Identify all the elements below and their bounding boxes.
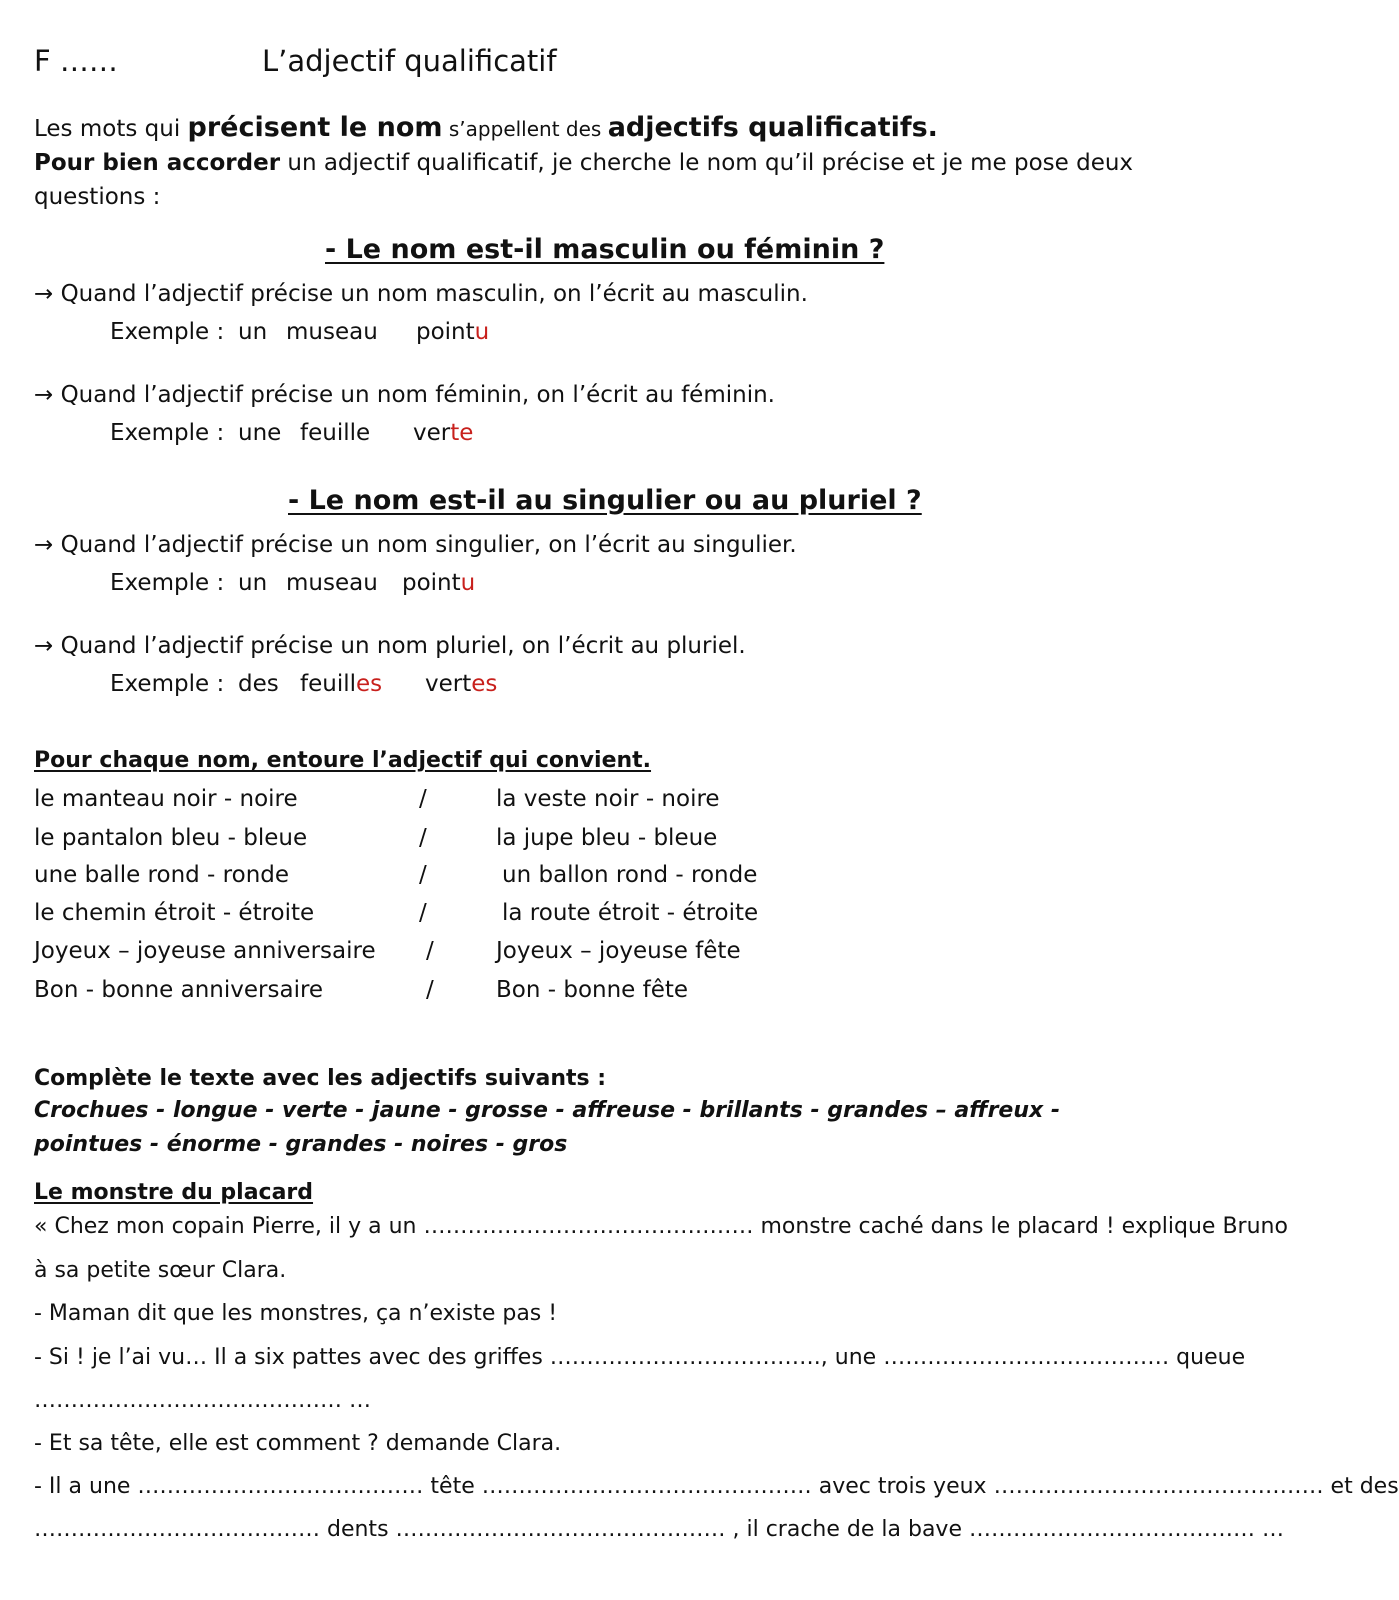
agreement-ending: es: [471, 671, 498, 697]
example-determiner: des: [238, 671, 279, 697]
exercise1-row-6-separator: /: [426, 977, 434, 1003]
agreement-ending: es: [356, 671, 383, 697]
example-noun: feuilles: [300, 671, 383, 697]
story-line-7[interactable]: - Il a une ………………………………… tête ……………………………………… avec trois yeux ……………………………………… et des: [34, 1474, 1399, 1499]
worksheet-tag: F ……: [34, 44, 118, 78]
exercise1-row-4-separator: /: [419, 900, 427, 926]
exercise1-row-2-separator: /: [419, 825, 427, 851]
story-line-4[interactable]: - Si ! je l’ai vu… Il a six pattes avec des griffes ………………………………., une ………………………………… queue: [34, 1345, 1246, 1370]
section-heading-gender: - Le nom est-il masculin ou féminin ?: [325, 234, 885, 265]
word-bank-line-1: Crochues - longue - verte - jaune - grosse - affreuse - brillants - grandes – affreux -: [34, 1098, 1060, 1123]
exercise1-row-6-right[interactable]: Bon - bonne fête: [496, 977, 689, 1003]
exercise1-row-1-separator: /: [419, 786, 427, 812]
exercise1-row-6-left[interactable]: Bon - bonne anniversaire: [34, 977, 324, 1003]
exercise1-row-5-left[interactable]: Joyeux – joyeuse anniversaire: [34, 938, 376, 964]
example-label: Exemple :: [110, 420, 225, 446]
story-line-1[interactable]: « Chez mon copain Pierre, il y a un ……………………………………… monstre caché dans le placard ! explique Bruno: [34, 1214, 1288, 1239]
rule-singular: → Quand l’adjectif précise un nom singulier, on l’écrit au singulier.: [34, 532, 797, 558]
intro-line-3: questions :: [34, 184, 161, 210]
exercise1-instruction: Pour chaque nom, entoure l’adjectif qui convient.: [34, 748, 652, 773]
story-line-8[interactable]: ………………………………… dents ……………………………………… , il crache de la bave ………………………………… …: [34, 1517, 1284, 1542]
agreement-ending: u: [474, 319, 490, 345]
story-title: Le monstre du placard: [34, 1180, 314, 1205]
word-bank-line-2: pointues - énorme - grandes - noires - gros: [34, 1132, 568, 1157]
example-adjective: pointu: [416, 319, 490, 345]
example-adjective: vertes: [425, 671, 498, 697]
exercise1-row-4-right[interactable]: la route étroit - étroite: [502, 900, 759, 926]
example-label: Exemple :: [110, 671, 225, 697]
exercise1-row-3-right[interactable]: un ballon rond - ronde: [502, 862, 758, 888]
story-line-6: - Et sa tête, elle est comment ? demande Clara.: [34, 1431, 562, 1456]
exercise1-row-1-right[interactable]: la veste noir - noire: [496, 786, 720, 812]
example-adjective: pointu: [402, 570, 476, 596]
intro-emphasis: précisent le nom: [187, 112, 443, 143]
exercise1-row-4-left[interactable]: le chemin étroit - étroite: [34, 900, 315, 926]
exercise1-row-2-left[interactable]: le pantalon bleu - bleue: [34, 825, 308, 851]
rule-plural: → Quand l’adjectif précise un nom pluriel, on l’écrit au pluriel.: [34, 633, 746, 659]
intro-text: s’appellent des: [442, 117, 608, 141]
intro-line-2: [34, 150, 1133, 176]
exercise1-row-1-left[interactable]: le manteau noir - noire: [34, 786, 298, 812]
example-masculine: [0, 319, 700, 349]
example-adjective: verte: [413, 420, 474, 446]
example-plural: [0, 671, 700, 701]
agreement-ending: u: [460, 570, 476, 596]
exercise1-row-3-left[interactable]: une balle rond - ronde: [34, 862, 290, 888]
intro-text: un adjectif qualificatif, je cherche le nom qu’il précise et je me pose deux: [280, 150, 1134, 176]
rule-masculine: → Quand l’adjectif précise un nom masculin, on l’écrit au masculin.: [34, 281, 808, 307]
example-determiner: une: [238, 420, 282, 446]
page-title: L’adjectif qualificatif: [262, 44, 557, 78]
story-line-3: - Maman dit que les monstres, ça n’existe pas !: [34, 1301, 558, 1326]
exercise1-row-2-right[interactable]: la jupe bleu - bleue: [496, 825, 718, 851]
story-line-2: à sa petite sœur Clara.: [34, 1258, 287, 1283]
example-singular: [0, 570, 700, 600]
example-label: Exemple :: [110, 570, 225, 596]
example-noun: museau: [286, 570, 378, 596]
exercise2-instruction: Complète le texte avec les adjectifs suivants :: [34, 1066, 607, 1091]
rule-feminine: → Quand l’adjectif précise un nom féminin, on l’écrit au féminin.: [34, 382, 775, 408]
example-feminine: [0, 420, 700, 450]
example-noun: museau: [286, 319, 378, 345]
example-noun: feuille: [300, 420, 371, 446]
example-label: Exemple :: [110, 319, 225, 345]
exercise1-row-5-separator: /: [426, 938, 434, 964]
intro-text: Les mots qui: [34, 116, 188, 142]
intro-emphasis: adjectifs qualificatifs.: [607, 112, 938, 143]
intro-line-1: [34, 112, 938, 143]
section-heading-number: - Le nom est-il au singulier ou au pluriel ?: [288, 485, 922, 516]
story-line-5[interactable]: …………………………………… …: [34, 1388, 371, 1413]
example-determiner: un: [238, 570, 268, 596]
exercise1-row-5-right[interactable]: Joyeux – joyeuse fête: [496, 938, 741, 964]
exercise1-row-3-separator: /: [419, 862, 427, 888]
example-determiner: un: [238, 319, 268, 345]
intro-emphasis: Pour bien accorder: [34, 150, 281, 176]
agreement-ending: te: [450, 420, 474, 446]
